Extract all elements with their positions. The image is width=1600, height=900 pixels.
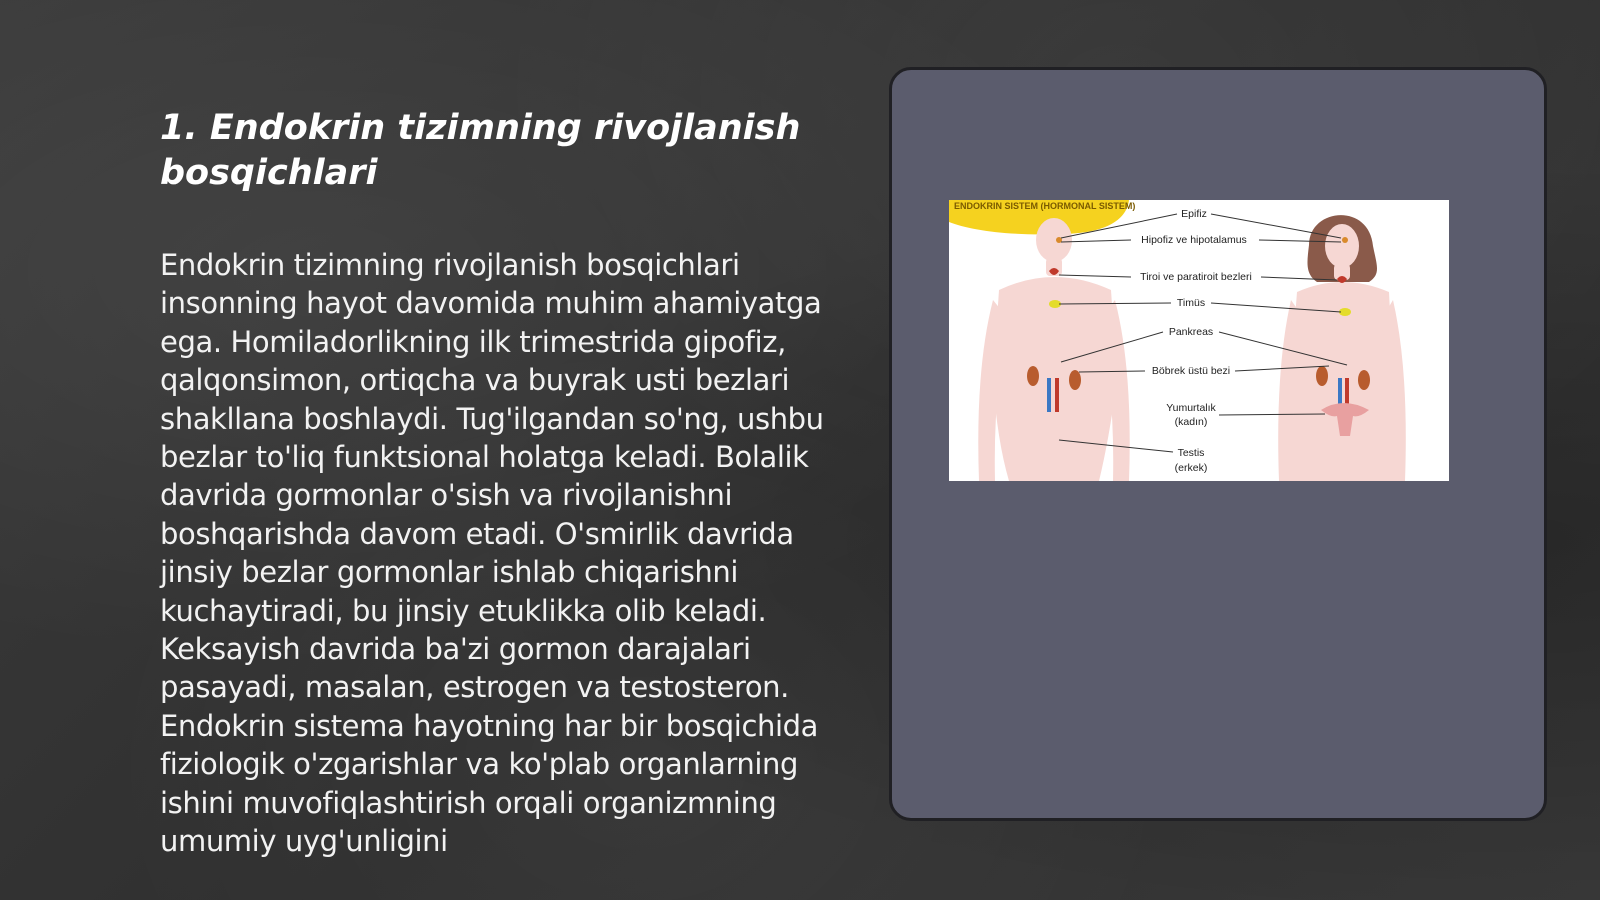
image-panel <box>889 67 1547 821</box>
diagram-heading: ENDOKRIN SISTEM (HORMONAL SISTEM) <box>954 201 1136 211</box>
slide-body-text: Endokrin tizimning rivojlanish bosqichlari insonning hayot davomida muhim ahamiyatga ega. Homiladorlikning ilk trimestrida gipofiz, qalqonsimon, ortiqcha va buyrak usti bezlari shakllana boshlaydi. Tug'ilgandan so'ng, ushbu bezlar to'liq funktsional holatga keladi. Bolalik davrida gormonlar o'sish va rivojlanishni boshqarishda davom etadi. O'smirlik davrida jinsiy bezlar gormonlar ishlab chiqarishni kuchaytiradi, bu jinsiy etuklikka olib keladi. Keksayish davrida ba'zi gormon darajalari pasayadi, masalan, estrogen va testosteron. Endokrin sistema hayotning har bir bosqichida fiziologik o'zgarishlar va ko'plab organlarning ishini muvofiqlashtirish orqali organizmning umumiy uyg'unligini <box>160 248 824 859</box>
label-testis-note: (erkek) <box>1174 462 1208 474</box>
diagram-svg <box>949 200 1449 481</box>
endocrine-system-diagram <box>949 200 1449 481</box>
label-bobrek: Böbrek üstü bezi <box>1151 365 1231 377</box>
label-yumurtalik: Yumurtalık <box>1166 402 1216 414</box>
label-timus: Timüs <box>1176 297 1206 309</box>
label-yumurtalik-note: (kadın) <box>1174 416 1208 428</box>
label-epifiz: Epifiz <box>1181 208 1207 220</box>
label-tiroid: Tiroi ve paratiroit bezleri <box>1140 271 1252 283</box>
label-testis: Testis <box>1177 447 1205 459</box>
female-body-figure <box>1278 215 1406 481</box>
slide-title: 1. Endokrin tizimning rivojlanish bosqichlari <box>160 108 801 193</box>
label-pankreas: Pankreas <box>1168 326 1214 338</box>
male-body-figure <box>978 218 1129 481</box>
label-hipofiz: Hipofiz ve hipotalamus <box>1141 234 1247 246</box>
